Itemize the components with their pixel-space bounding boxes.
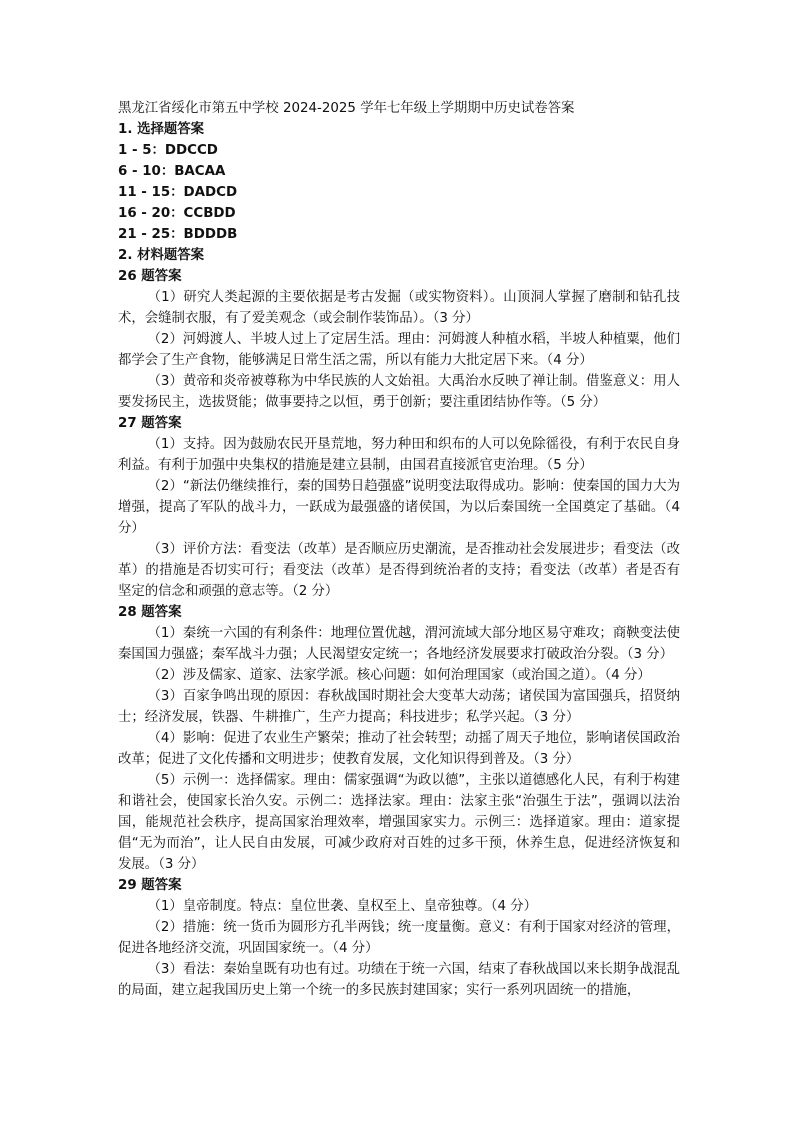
question-heading-27: 27 题答案	[118, 416, 182, 431]
question-heading-28: 28 题答案	[118, 605, 182, 620]
answer-paragraph: （3）黄帝和炎帝被尊称为中华民族的人文始祖。大禹治水反映了禅让制。借鉴意义：用人要发扬民主，选拔贤能；做事要持之以恒，勇于创新；要注重团结协作等。（5 分）	[118, 374, 680, 410]
answer-paragraph: （3）评价方法：看变法（改革）是否顺应历史潮流，是否推动社会发展进步；看变法（改革）的措施是否切实可行；看变法（改革）是否得到统治者的支持；看变法（改革）者是否有坚定的信念和顽强的意志等。（2 分）	[118, 542, 680, 599]
choice-answer-row: 11 - 15：DADCD	[118, 185, 238, 200]
answer-document	[118, 98, 680, 1001]
choice-answer-row: 16 - 20：CCBDD	[118, 206, 236, 221]
answer-paragraph: （2）措施：统一货币为圆形方孔半两钱；统一度量衡。意义：有利于国家对经济的管理，促进各地经济交流，巩固国家统一。（4 分）	[118, 920, 680, 956]
answer-paragraph: （1）研究人类起源的主要依据是考古发掘（或实物资料）。山顶洞人掌握了磨制和钻孔技术，会缝制衣服，有了爱美观念（或会制作装饰品）。（3 分）	[118, 290, 680, 326]
section-heading-choice: 1. 选择题答案	[118, 122, 205, 137]
section-heading-material: 2. 材料题答案	[118, 248, 205, 263]
answer-paragraph: （1）秦统一六国的有利条件：地理位置优越，渭河流域大部分地区易守难攻；商鞅变法使秦国国力强盛；秦军战斗力强；人民渴望安定统一；各地经济发展要求打破政治分裂。（3 分）	[118, 626, 680, 662]
answer-paragraph: （4）影响：促进了农业生产繁荣；推动了社会转型；动摇了周天子地位，影响诸侯国政治改革；促进了文化传播和文明进步；使教育发展，文化知识得到普及。（3 分）	[118, 731, 680, 767]
answer-paragraph: （2）涉及儒家、道家、法家学派。核心问题：如何治理国家（或治国之道）。（4 分）	[147, 668, 651, 683]
question-heading-26: 26 题答案	[118, 269, 182, 284]
document-title: 黑龙江省绥化市第五中学校 2024-2025 学年七年级上学期期中历史试卷答案	[118, 101, 575, 116]
question-heading-29: 29 题答案	[118, 878, 182, 893]
choice-answer-row: 6 - 10：BACAA	[118, 164, 226, 179]
answer-paragraph: （1）皇帝制度。特点：皇位世袭、皇权至上、皇帝独尊。（4 分）	[147, 899, 537, 914]
answer-paragraph: （2）“新法仍继续推行，秦的国势日趋强盛”说明变法取得成功。影响：使秦国的国力大为增强，提高了军队的战斗力，一跃成为最强盛的诸侯国，为以后秦国统一全国奠定了基础。（4 分）	[118, 479, 680, 536]
choice-answer-row: 21 - 25：BDDDB	[118, 227, 238, 242]
answer-paragraph: （2）河姆渡人、半坡人过上了定居生活。理由：河姆渡人种植水稻，半坡人种植粟，他们都学会了生产食物，能够满足日常生活之需，所以有能力大批定居下来。（4 分）	[118, 332, 680, 368]
answer-paragraph: （1）支持。因为鼓励农民开垦荒地，努力种田和织布的人可以免除徭役，有利于农民自身利益。有利于加强中央集权的措施是建立县制，由国君直接派官吏治理。（5 分）	[118, 437, 680, 473]
answer-paragraph: （5）示例一：选择儒家。理由：儒家强调“为政以德”，主张以道德感化人民，有利于构建和谐社会，使国家长治久安。示例二：选择法家。理由：法家主张“治强生于法”，强调以法治国，能规范社会秩序，提高国家治理效率，增强国家实力。示例三：选择道家。理由：道家提倡“无为而治”，让人民自由发展，可减少政府对百姓的过多干预，休养生息，促进经济恢复和发展。（3 分）	[118, 773, 680, 872]
choice-answer-row: 1 - 5：DDCCD	[118, 143, 218, 158]
answer-paragraph: （3）看法：秦始皇既有功也有过。功绩在于统一六国，结束了春秋战国以来长期争战混乱的局面，建立起我国历史上第一个统一的多民族封建国家；实行一系列巩固统一的措施，	[118, 962, 680, 998]
answer-paragraph: （3）百家争鸣出现的原因：春秋战国时期社会大变革大动荡；诸侯国为富国强兵，招贤纳士；经济发展，铁器、牛耕推广，生产力提高；科技进步；私学兴起。（3 分）	[118, 689, 680, 725]
